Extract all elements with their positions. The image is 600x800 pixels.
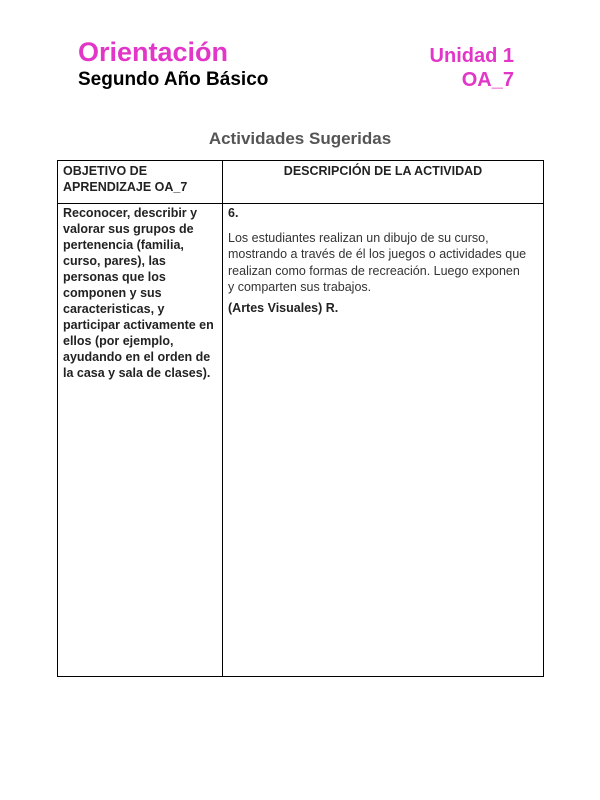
table-header-description: DESCRIPCIÓN DE LA ACTIVIDAD	[283, 164, 483, 178]
grade-label: Segundo Año Básico	[78, 69, 269, 90]
table-header-objective: OBJETIVO DE APRENDIZAJE OA_7	[63, 164, 188, 194]
table-column-divider	[222, 161, 223, 676]
table-header-divider	[58, 203, 543, 204]
activity-number: 6.	[228, 206, 239, 220]
activity-note: (Artes Visuales) R.	[228, 300, 339, 315]
unit-label: Unidad 1	[429, 45, 514, 67]
subject-title: Orientación	[78, 37, 229, 67]
activity-cell	[228, 205, 528, 316]
activity-description: Los estudiantes realizan un dibujo de su curso, mostrando a través de él los juegos o actividades que realizan como formas de recreación. Luego exponen y comparten sus trabajos.	[228, 230, 527, 294]
section-heading: Actividades Sugeridas	[208, 129, 392, 148]
activity-table	[57, 160, 544, 677]
objective-text: Reconocer, describir y valorar sus grupos de pertenencia (familia, curso, pares), las personas que los componen y sus caracteristicas, y participar activamente en ellos (por ejemplo, ayudando en el orden de la casa y sala de clases).	[63, 206, 214, 380]
objective-code-label: OA_7	[461, 69, 514, 91]
